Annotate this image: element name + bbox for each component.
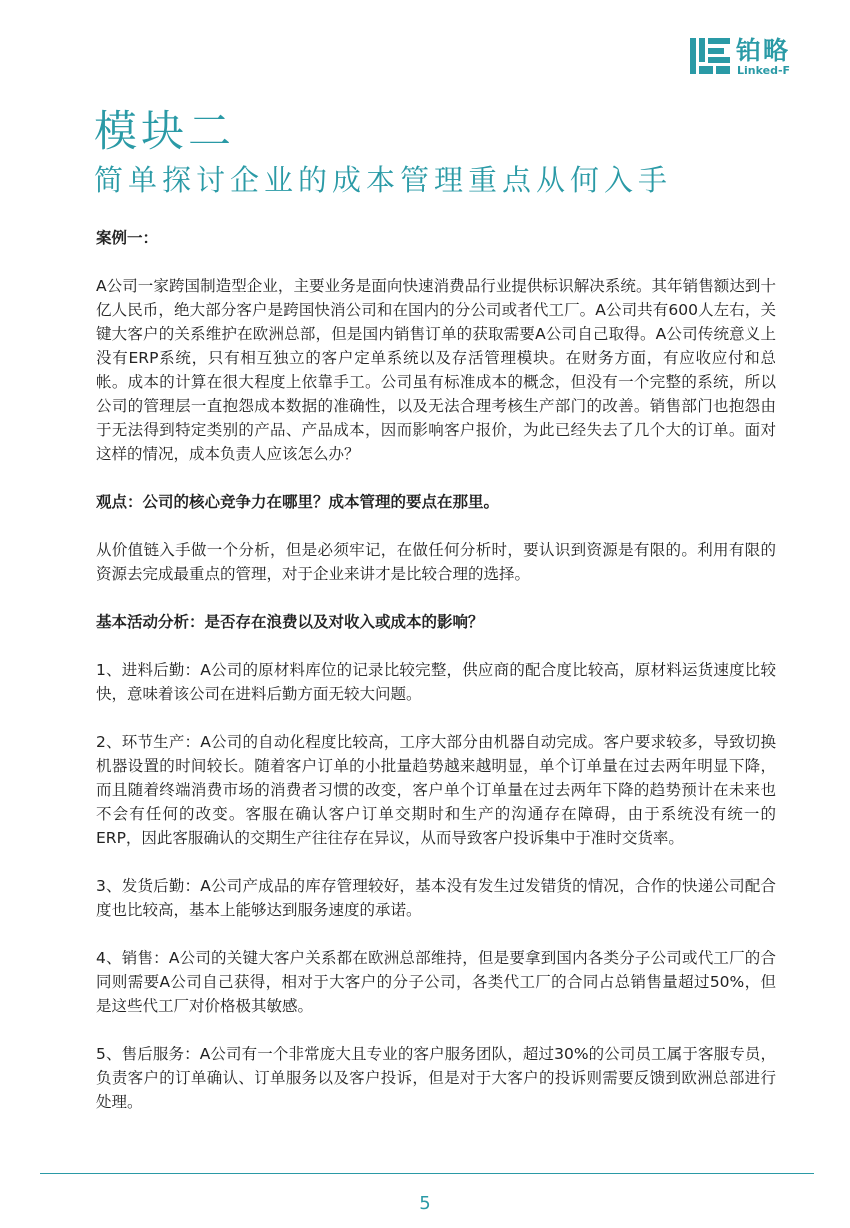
activity-item-production: 2、环节生产：A公司的自动化程度比较高，工序大部分由机器自动完成。客户要求较多，导致切换机器设置的时间较长。随着客户订单的小批量趋势越来越明显，单个订单量在过去两年明显下降，而且随着终端消费市场的消费者习惯的改变，客户单个订单量在过去两年下降的趋势预计在未来也不会有任何的改变。客服在确认客户订单交期时和生产的沟通存在障碍，由于系统没有统一的ERP，因此客服确认的交期生产往往存在异议，从而导致客户投诉集中于准时交货率。 — [96, 733, 776, 847]
document-body — [96, 226, 776, 1138]
activity-item-sales: 4、销售：A公司的关键大客户关系都在欧洲总部维持，但是要拿到国内各类分子公司或代工厂的合同则需要A公司自己获得，相对于大客户的分子公司，各类代工厂的合同占总销售量超过50%，但是这些代工厂对价格极其敏感。 — [96, 949, 776, 1015]
module-subtitle: 简单探讨企业的成本管理重点从何入手 — [94, 163, 673, 197]
brand-name-cn: 铂略 — [736, 36, 791, 65]
case-paragraph: A公司一家跨国制造型企业，主要业务是面向快速消费品行业提供标识解决系统。其年销售额达到十亿人民币，绝大部分客户是跨国快消公司和在国内的分公司或者代工厂。A公司共有600人左右，关键大客户的关系维护在欧洲总部，但是国内销售订单的获取需要A公司自己取得。A公司传统意义上没有ERP系统，只有相互独立的客户定单系统以及存活管理模块。在财务方面，有应收应付和总帐。成本的计算在很大程度上依靠手工。公司虽有标准成本的概念，但没有一个完整的系统，所以公司的管理层一直抱怨成本数据的准确性，以及无法合理考核生产部门的改善。销售部门也抱怨由于无法得到特定类别的产品、产品成本，因而影响客户报价，为此已经失去了几个大的订单。面对这样的情况，成本负责人应该怎么办？ — [96, 277, 776, 463]
footer-divider — [40, 1173, 814, 1174]
viewpoint-paragraph: 从价值链入手做一个分析，但是必须牢记，在做任何分析时，要认识到资源是有限的。利用有限的资源去完成最重点的管理，对于企业来讲才是比较合理的选择。 — [96, 541, 776, 583]
activity-item-inbound-logistics: 1、进料后勤：A公司的原材料库位的记录比较完整，供应商的配合度比较高，原材料运货速度比较快，意味着该公司在进料后勤方面无较大问题。 — [96, 661, 776, 703]
viewpoint-heading: 观点：公司的核心竞争力在哪里？成本管理的要点在那里。 — [96, 493, 500, 511]
brand-name-en: Linked-F — [737, 64, 791, 77]
case-heading: 案例一： — [96, 229, 159, 247]
activity-item-after-sales: 5、售后服务：A公司有一个非常庞大且专业的客户服务团队，超过30%的公司员工属于客服专员，负责客户的订单确认、订单服务以及客户投诉，但是对于大客户的投诉则需要反馈到欧洲总部进行处理。 — [96, 1045, 776, 1111]
module-title: 模块二 — [94, 107, 235, 157]
linked-f-logo-icon — [690, 38, 730, 74]
activity-heading: 基本活动分析：是否存在浪费以及对收入或成本的影响？ — [96, 613, 484, 631]
brand-logo — [690, 36, 810, 76]
activity-item-outbound-logistics: 3、发货后勤：A公司产成品的库存管理较好，基本没有发生过发错货的情况，合作的快递公司配合度也比较高，基本上能够达到服务速度的承诺。 — [96, 877, 776, 919]
page-number: 5 — [419, 1193, 431, 1214]
